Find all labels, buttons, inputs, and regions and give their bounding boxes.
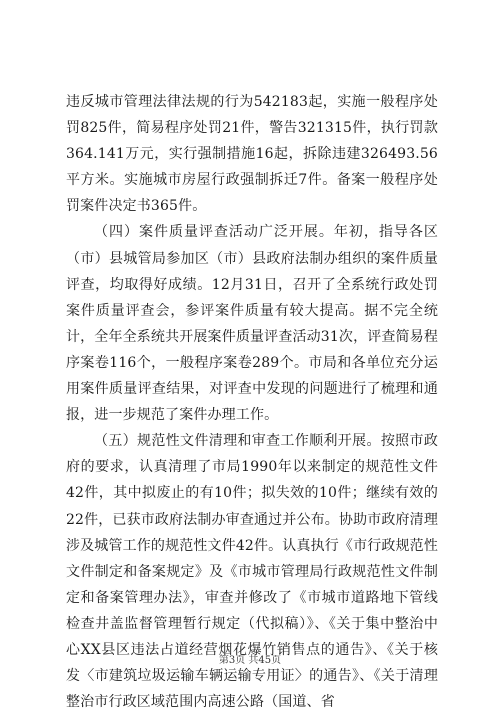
paragraph-penalty-statistics: 违反城市管理法律法规的行为542183起，实施一般程序处罚825件，简易程序处罚21件，警告321315件，执行罚款364.141万元，实行强制措施16起，拆除违建326493.56平方米。实施城市房屋行政强制拆迁7件。备案一般程序处罚案件决定书365件。 [66,94,438,215]
page-footer: 第3页 共45页 [218,655,282,666]
paragraph-normative-documents: （五）规范性文件清理和审查工作顺利开展。按照市政府的要求，认真清理了市局1990年以来制定的规范性文件42件，其中拟废止的有10件；拟失效的10件；继续有效的22件，已获市政府法制办审查通过并公布。协助市政府清理涉及城管工作的规范性文件42件。认真执行《市行政规范性文件制定和备案规定》及《市城市管理局行政规范性文件制定和备案管理办法》，审查并修改了《市城市道路地下管线检查井盖监督管理暂行规定（代拟稿）》、《关于集中整治中心XX县区违法占道经营烟花爆竹销售点的通告》、《关于核发〈市建筑垃圾运输车辆运输专用证〉的通告》、《关于清理整治市行政区域范围内高速公路（国道、省 [66,433,438,711]
paragraph-case-quality-review: （四）案件质量评查活动广泛开展。年初，指导各区（市）县城管局参加区（市）县政府法制办组织的案件质量评查，均取得好成绩。12月31日，召开了全系统行政处罚案件质量评查会，参评案件质量有较大提高。据不完全统计，全年全系统共开展案件质量评查活动31次，评查简易程序案卷116个，一般程序案卷289个。市局和各单位充分运用案件质量评查结果，对评查中发现的问题进行了梳理和通报，进一步规范了案件办理工作。 [66,224,438,424]
document-body [66,89,438,715]
